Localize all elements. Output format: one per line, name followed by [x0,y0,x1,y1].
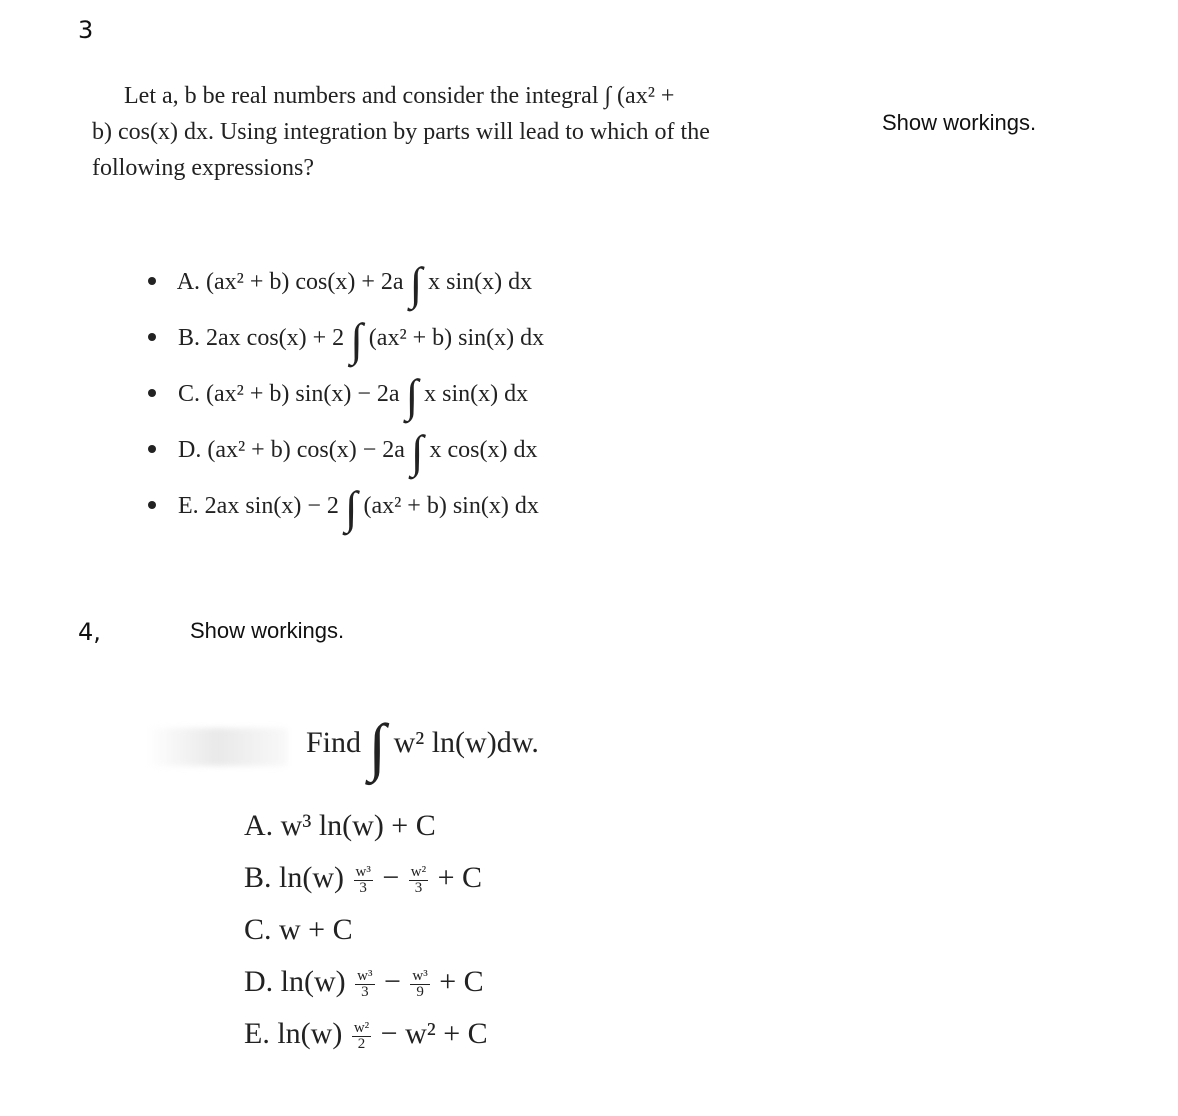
integrand: w² ln(w)dw. [393,726,539,759]
option-tail: + C [439,965,484,998]
integral-sign: ∫ [368,711,387,782]
fraction-numerator: w³ [357,967,373,984]
question-3-number: 3 [78,16,94,44]
fraction-denominator: 3 [359,879,367,896]
fraction-denominator: 3 [361,983,369,1000]
option-integrand: (ax² + b) sin(x) dx [368,325,545,351]
option-label: E. [244,1017,270,1050]
fraction-denominator: 9 [416,983,424,1000]
option-lead: ln(w) [280,965,346,998]
option-label: C. [178,381,201,407]
option-expression: w³ ln(w) + C [280,809,436,842]
fraction [355,969,374,1000]
fraction-numerator: w³ [355,863,371,880]
find-word: Find [306,726,362,759]
question-4-note: Show workings. [190,618,345,643]
option-a[interactable] [244,800,488,852]
integral-sign: ∫ [409,258,423,309]
option-integrand: (ax² + b) sin(x) dx [363,493,539,519]
stem-line-1: Let a, b be real numbers and consider the integral ∫ (ax² + [124,83,675,109]
option-d[interactable] [148,428,544,484]
option-label: A. [244,809,274,842]
fraction [410,969,429,1000]
integral-sign: ∫ [410,426,424,477]
bullet-icon [148,333,156,341]
bullet-icon [148,501,156,509]
option-e[interactable] [148,484,544,540]
option-c[interactable] [148,372,544,428]
question-3-stem [92,78,782,186]
option-expression: w + C [279,913,353,946]
option-expression: (ax² + b) sin(x) − 2a [206,381,400,407]
stem-line-2: b) cos(x) dx. Using integration by parts will lead to which of the [92,119,710,145]
option-integrand: x sin(x) dx [428,269,533,295]
option-b[interactable] [244,852,488,904]
option-label: B. [244,861,272,894]
option-d[interactable] [244,956,488,1008]
integral-sign: ∫ [344,482,358,533]
option-expression: 2ax sin(x) − 2 [204,493,339,519]
option-label: D. [178,437,202,463]
option-expression: (ax² + b) cos(x) + 2a [206,269,404,295]
fraction-numerator: w² [410,863,427,880]
fraction-denominator: 3 [414,879,423,896]
fraction-numerator: w³ [412,967,428,984]
option-expression: 2ax cos(x) + 2 [206,325,345,351]
option-label: C. [244,913,272,946]
minus-sign: − [384,965,401,998]
option-label: E. [178,493,199,519]
bullet-icon [148,277,156,285]
fraction [409,865,428,896]
option-e[interactable] [244,1008,488,1060]
question-3-note: Show workings. [882,110,1037,135]
bullet-icon [148,389,156,397]
fraction [352,1021,371,1052]
minus-sign: − [382,861,400,894]
option-integrand: x sin(x) dx [424,381,529,407]
option-integrand: x cos(x) dx [429,437,538,463]
fraction-denominator: 2 [357,1035,366,1052]
option-lead: ln(w) [277,1017,343,1050]
question-3-options [148,260,544,540]
scan-smudge [148,728,288,766]
option-label: A. [176,269,201,295]
option-label: D. [244,965,274,998]
integral-sign: ∫ [405,370,419,421]
bullet-icon [148,445,156,453]
question-4-options [244,800,488,1060]
stem-line-3: following expressions? [92,155,314,181]
option-label: B. [178,325,201,351]
option-lead: ln(w) [279,861,344,894]
fraction [354,865,373,896]
option-tail: − w² + C [380,1017,488,1050]
fraction-numerator: w² [353,1019,370,1036]
option-tail: + C [437,861,483,894]
integral-sign: ∫ [350,314,363,365]
option-c[interactable] [244,904,488,956]
option-a[interactable] [148,260,544,316]
option-b[interactable] [148,316,544,372]
option-expression: (ax² + b) cos(x) − 2a [207,437,405,463]
question-4-number: 4, [78,618,101,646]
question-4-stem [306,710,539,784]
